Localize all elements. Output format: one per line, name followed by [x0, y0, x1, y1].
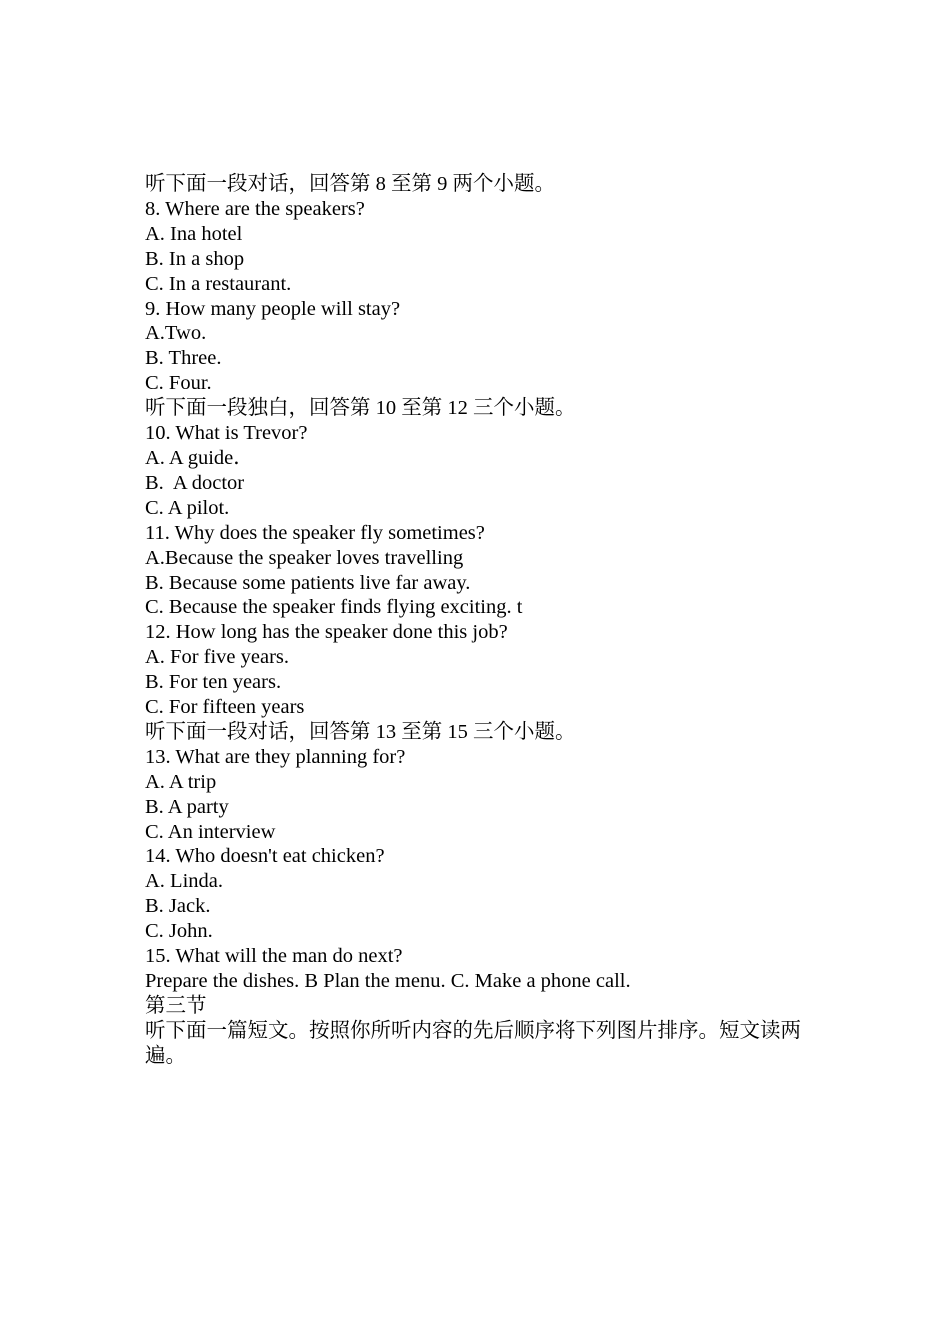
section-heading: 第三节 [145, 994, 207, 1017]
option-9a: A.Two. [145, 322, 207, 345]
option-13c: C. An interview [145, 820, 276, 843]
option-13b: B. A party [145, 795, 229, 818]
question-11: 11. Why does the speaker fly sometimes? [145, 521, 485, 544]
option-14b: B. Jack. [145, 895, 211, 918]
option-12b: B. For ten years. [145, 671, 282, 694]
question-13: 13. What are they planning for? [145, 745, 406, 768]
option-11c: C. Because the speaker finds flying exciting. t [145, 596, 523, 619]
option-12a: A. For five years. [145, 646, 290, 669]
option-13a: A. A trip [145, 770, 217, 793]
option-10b: B. A doctor [145, 471, 245, 494]
option-12c: C. For fifteen years [145, 696, 305, 719]
options-15: Prepare the dishes. B Plan the menu. C. Make a phone call. [145, 970, 631, 992]
section-instruction: 听下面一段对话，回答第 13 至第 15 三个小题。 [145, 720, 576, 743]
option-11b: B. Because some patients live far away. [145, 571, 471, 594]
section-instruction: 听下面一段对话，回答第 8 至第 9 两个小题。 [145, 173, 555, 195]
option-10a: A. A guide． [145, 446, 254, 469]
section-instruction: 听下面一段独白，回答第 10 至第 12 三个小题。 [145, 397, 576, 420]
option-9c: C. Four. [145, 372, 212, 395]
question-10: 10. What is Trevor? [145, 422, 308, 445]
option-10c: C. A pilot. [145, 496, 230, 519]
section-instruction: 听下面一篇短文。按照你所听内容的先后顺序将下列图片排序。短文读两遍。 [145, 1019, 801, 1067]
question-12: 12. How long has the speaker done this job? [145, 621, 508, 644]
question-15: 15. What will the man do next? [145, 945, 403, 968]
document-body [145, 172, 815, 1069]
option-14c: C. John. [145, 920, 213, 943]
question-14: 14. Who doesn't eat chicken? [145, 845, 385, 868]
question-9: 9. How many people will stay? [145, 297, 401, 320]
question-8: 8. Where are the speakers? [145, 197, 365, 220]
option-9b: B. Three. [145, 347, 222, 370]
option-14a: A. Linda. [145, 870, 223, 893]
option-11a: A.Because the speaker loves travelling [145, 546, 464, 569]
option-8a: A. Ina hotel [145, 222, 243, 245]
option-8b: B. In a shop [145, 247, 245, 270]
option-8c: C. In a restaurant. [145, 272, 292, 295]
